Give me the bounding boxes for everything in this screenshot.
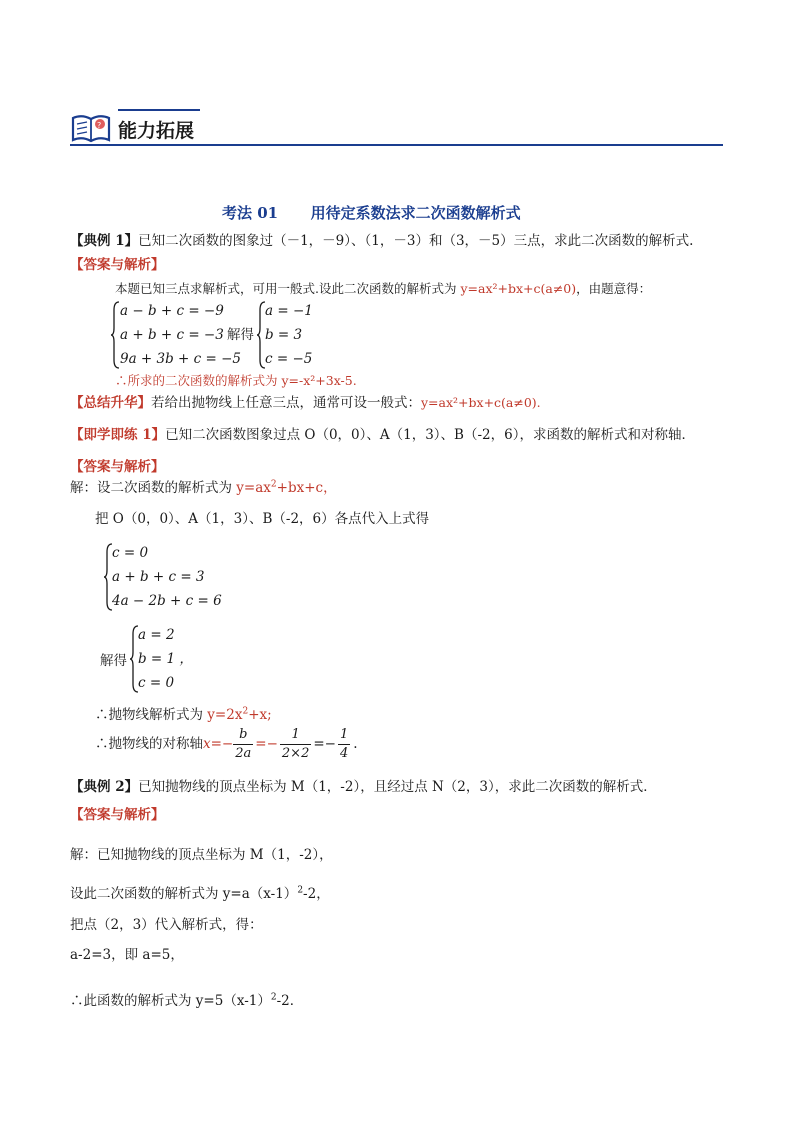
example1-intro-suffix: ，由题意得： [576, 281, 652, 296]
practice1-line1-formula: y=ax [236, 480, 271, 496]
example2-question-text: 已知抛物线的顶点坐标为 M（1，-2），且经过点 N（2，3），求此二次函数的解析式． [138, 779, 657, 795]
practice1-end: . [353, 736, 358, 752]
example2-line2 [70, 885, 330, 903]
header-rule [70, 144, 723, 146]
frac3-den: 4 [339, 745, 349, 761]
practice1-line1: 解：设二次函数的解析式为 $y=ax^2+bx+c$， [70, 479, 337, 496]
example1-summary-formula: y=ax²+bx+c(a≠0). [421, 395, 541, 410]
example1-eq1: a − b + c = −9 [120, 303, 224, 319]
practice1-result1-formula: y=2x [207, 707, 243, 723]
practice1-line1-prefix: 解：设二次函数的解析式为 [70, 480, 237, 496]
practice1-line2: 把 O（0，0）、A（1，3）、B（-2，6）各点代入上式得 [95, 511, 430, 527]
practice1-system [112, 541, 222, 613]
practice1-frac1 [233, 726, 253, 763]
frac1-num: b [239, 726, 248, 742]
example1-brace-left [110, 300, 120, 370]
example1-intro-formula: y=ax²+bx+c(a≠0) [460, 281, 577, 296]
example1-tag: 【典例 1】 [70, 233, 139, 249]
example1-solution [265, 299, 313, 371]
example1-solve-word: 解得 [227, 327, 254, 343]
practice1-sol-b: b = 1 ， [138, 651, 193, 667]
example2-line1: 解：已知抛物线的顶点坐标为 M（1，-2）， [70, 847, 333, 863]
example1-answer-tag: 【答案与解析】 [70, 257, 165, 273]
example2-line2-sup: 2 [297, 885, 304, 896]
example2-answer-tag: 【答案与解析】 [70, 807, 165, 823]
example2-line2-prefix: 设此二次函数的解析式为 y=a（x-1） [70, 886, 298, 902]
example2-line3: 把点（2，3）代入解析式，得： [70, 917, 263, 933]
practice1-eq2: a + b + c = 3 [112, 569, 205, 585]
example1-sol-b: b = 3 [265, 327, 303, 343]
example1-sol-a: a = −1 [265, 303, 313, 319]
practice1-question [70, 426, 695, 444]
frac2-num: 1 [291, 726, 300, 742]
example1-sol-c: c = −5 [265, 351, 313, 367]
example1-summary-tag: 【总结升华】 [70, 395, 151, 411]
book-icon [70, 110, 112, 144]
frac3-num: 1 [339, 726, 349, 742]
example2-line4: a-2=3，即 a=5， [70, 947, 184, 963]
practice1-result2-prefix: ∴抛物线的对称轴 [95, 736, 203, 752]
example1-system [120, 299, 241, 371]
example2-line2-rest: -2， [303, 886, 330, 902]
example1-intro-prefix: 本题已知三点求解析式，可用一般式.设此二次函数的解析式为 [115, 281, 461, 296]
practice1-frac3 [338, 726, 350, 763]
practice1-solve-word: 解得 [100, 653, 127, 669]
example2-question [70, 778, 657, 796]
example2-line5 [70, 992, 303, 1010]
practice1-eq-neg-1: =− [255, 736, 278, 752]
topic-title [222, 202, 521, 223]
example1-result: ∴所求的二次函数的解析式为 y=-x²+3x-5. [115, 373, 357, 388]
frac2-den: 2×2 [281, 745, 310, 761]
example1-question-text: 已知二次函数的图象过（－1，－9）、（1，－3）和（3，－5）三点，求此二次函数的解析式. [138, 233, 694, 249]
practice1-eq3: 4a − 2b + c = 6 [112, 593, 222, 609]
practice1-line1-rest: +bx+c， [276, 480, 337, 496]
practice1-sol-a: a = 2 [138, 627, 175, 643]
practice1-result1-prefix: ∴抛物线解析式为 [95, 707, 208, 723]
practice1-eq-neg-2: =− [313, 736, 336, 752]
example2-line5-sup: 2 [270, 992, 277, 1003]
example2-tag: 【典例 2】 [70, 779, 139, 795]
example1-summary [70, 394, 541, 412]
practice1-question-text: 已知二次函数图象过点 O（0，0）、A（1，3）、B（-2，6），求函数的解析式和对称轴． [165, 427, 695, 443]
practice1-eq1: c = 0 [112, 545, 149, 561]
svg-text:?: ? [97, 121, 102, 130]
example1-summary-text: 若给出抛物线上任意三点，通常可设一般式： [151, 395, 421, 411]
example2-line5-rest: -2． [276, 993, 304, 1009]
practice1-result2-x: x=− [203, 736, 234, 752]
example1-eq3: 9a + 3b + c = −5 [120, 351, 242, 367]
example1-eq2: a + b + c = −3 [120, 327, 224, 343]
example2-line5-prefix: ∴此函数的解析式为 y=5（x-1） [70, 993, 271, 1009]
practice1-tag: 【即学即练 1】 [70, 427, 166, 443]
practice1-frac2 [280, 726, 311, 763]
practice1-answer-tag: 【答案与解析】 [70, 459, 165, 475]
example1-question [70, 232, 693, 250]
topic-label: 考法 01 [222, 204, 279, 222]
practice1-solution [138, 623, 193, 695]
practice1-sol-c: c = 0 [138, 675, 175, 691]
practice1-result2 [95, 724, 358, 764]
header-top-rule [118, 109, 200, 111]
section-title: 能力拓展 [118, 120, 195, 142]
practice1-result1-rest: +x; [248, 707, 272, 723]
topic-name: 用待定系数法求二次函数解析式 [310, 204, 521, 222]
frac1-den: 2a [235, 745, 252, 761]
example1-intro [115, 280, 651, 298]
practice1-result1: ∴抛物线解析式为 $y=2x^2+x$; [95, 706, 272, 723]
